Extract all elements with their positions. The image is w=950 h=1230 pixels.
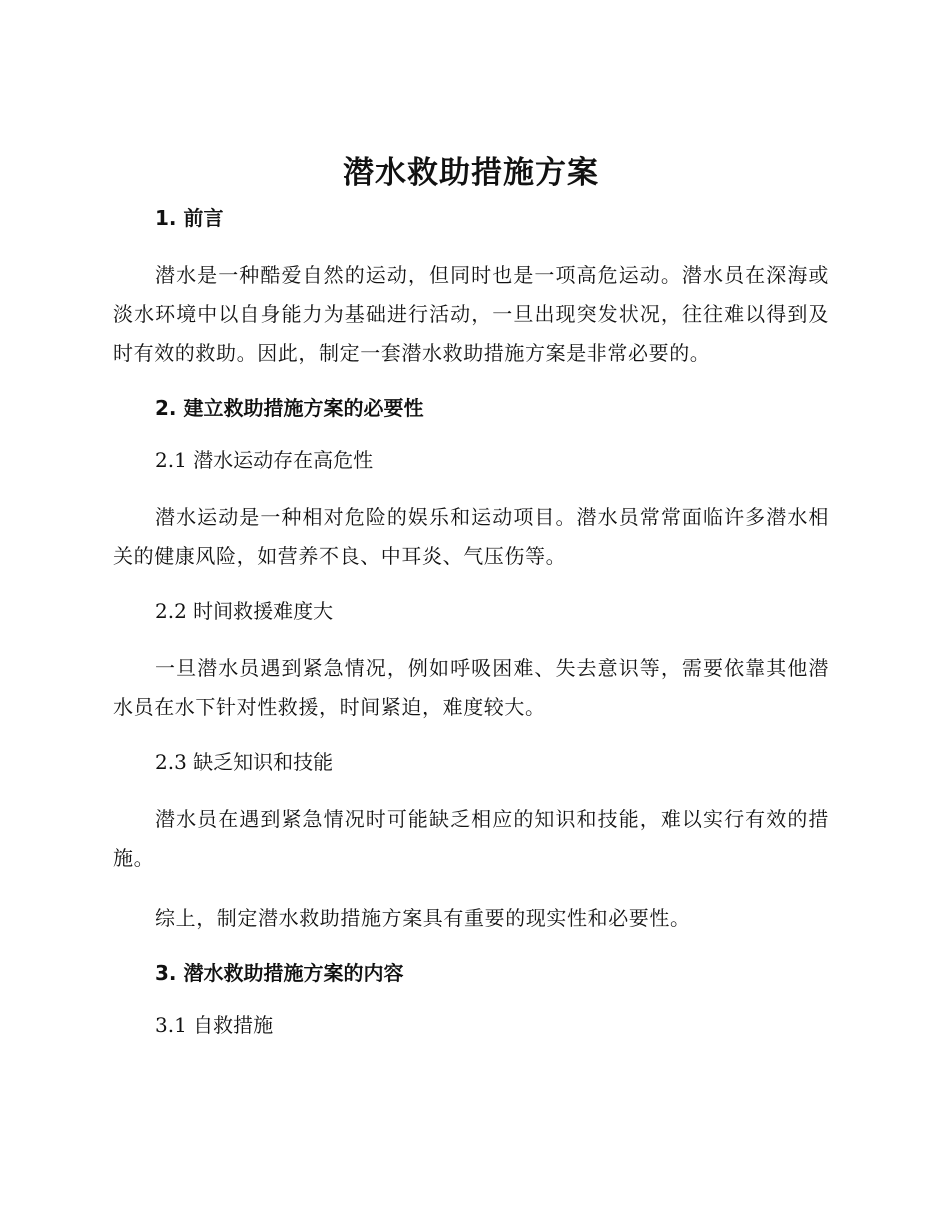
paragraph-2-1: 潜水运动是一种相对危险的娱乐和运动项目。潜水员常常面临许多潜水相关的健康风险，如营养不良、中耳炎、气压伤等。 — [113, 505, 829, 568]
paragraph-summary: 综上，制定潜水救助措施方案具有重要的现实性和必要性。 — [155, 906, 691, 930]
paragraph-preface: 潜水是一种酷爱自然的运动，但同时也是一项高危运动。潜水员在深海或淡水环境中以自身能力为基础进行活动，一旦出现突发状况，往往难以得到及时有效的救助。因此，制定一套潜水救助措施方案是非常必要的。 — [113, 263, 829, 365]
subsection-heading-2-2: 2.2 时间救援难度大 — [155, 599, 334, 623]
section-heading-content: 3. 潜水救助措施方案的内容 — [155, 961, 404, 985]
document-page — [113, 148, 829, 1063]
section-heading-necessity: 2. 建立救助措施方案的必要性 — [155, 396, 424, 420]
page-title: 潜水救助措施方案 — [343, 155, 599, 191]
paragraph-2-3: 潜水员在遇到紧急情况时可能缺乏相应的知识和技能，难以实行有效的措施。 — [113, 807, 829, 870]
section-heading-preface: 1. 前言 — [155, 206, 224, 230]
subsection-heading-2-3: 2.3 缺乏知识和技能 — [155, 750, 334, 774]
subsection-heading-2-1: 2.1 潜水运动存在高危性 — [155, 448, 374, 472]
paragraph-2-2: 一旦潜水员遇到紧急情况，例如呼吸困难、失去意识等，需要依靠其他潜水员在水下针对性救援，时间紧迫，难度较大。 — [113, 656, 829, 719]
subsection-heading-3-1: 3.1 自救措施 — [155, 1013, 274, 1037]
